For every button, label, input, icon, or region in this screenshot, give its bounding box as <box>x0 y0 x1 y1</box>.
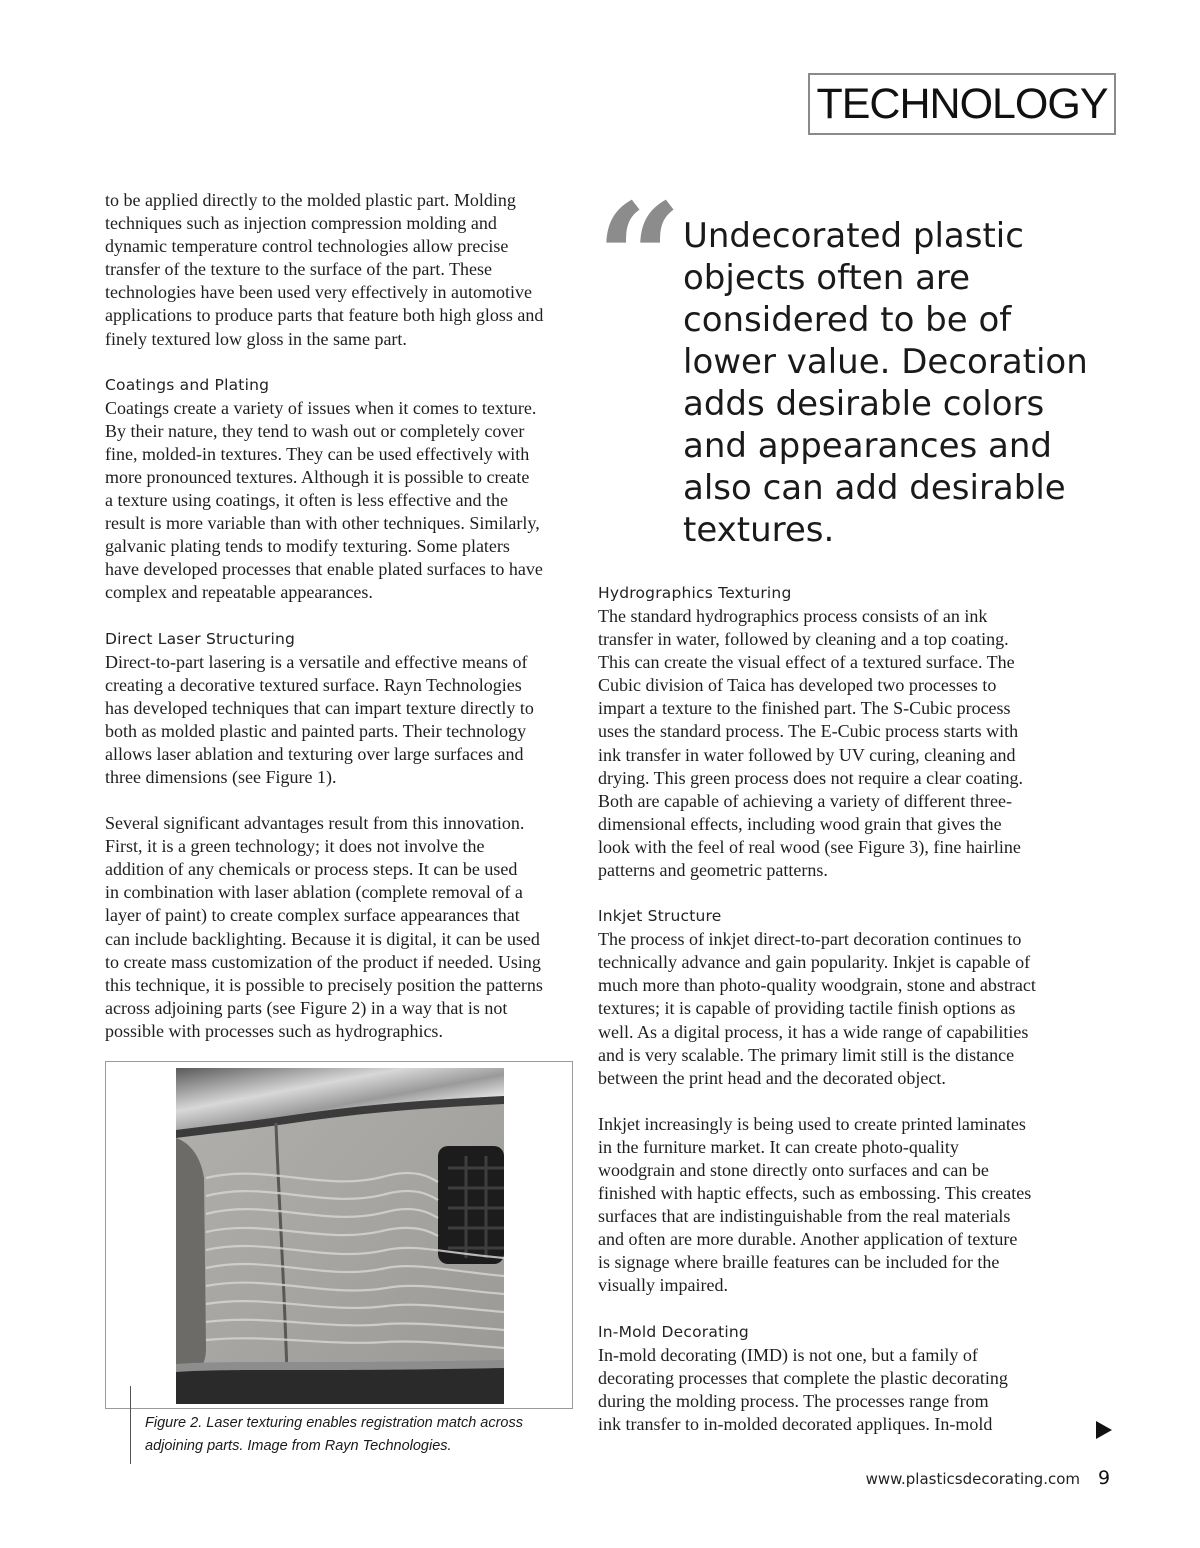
text-line: in the furniture market. It can create photo-quality <box>598 1136 959 1157</box>
text-line: The process of inkjet direct-to-part decoration continues to <box>598 929 1022 950</box>
text-line: surfaces that are indistinguishable from the real materials <box>598 1206 1011 1227</box>
figure-photo <box>176 1068 504 1404</box>
text-line: Coatings create a variety of issues when it comes to texture. <box>105 397 537 418</box>
text-line: Direct-to-part lasering is a versatile and effective means of <box>105 651 528 672</box>
text-line: between the print head and the decorated object. <box>598 1067 946 1088</box>
text-line: transfer of the texture to the surface of the part. These <box>105 259 492 280</box>
quote-line: also can add desirable <box>683 468 1066 508</box>
text-line: and often are more durable. Another application of texture <box>598 1229 1018 1250</box>
laser-paragraph <box>105 651 580 790</box>
text-line: galvanic plating tends to modify texturing. Some platers <box>105 536 510 557</box>
text-line: this technique, it is possible to precisely position the patterns <box>105 974 543 995</box>
text-line: technically advance and gain popularity. Inkjet is capable of <box>598 952 1031 973</box>
text-line: This can create the visual effect of a textured surface. The <box>598 652 1015 673</box>
quote-line: adds desirable colors <box>683 384 1045 424</box>
hydrographics-paragraph <box>598 605 1068 882</box>
text-line: allows laser ablation and texturing over large surfaces and <box>105 743 524 764</box>
text-line: layer of paint) to create complex surface appearances that <box>105 905 520 926</box>
text-line: First, it is a green technology; it does not involve the <box>105 836 485 857</box>
text-line: woodgrain and stone directly onto surfaces and can be <box>598 1159 989 1180</box>
inkjet-paragraph-2 <box>598 1113 1068 1298</box>
text-line: is signage where braille features can be included for the <box>598 1252 1000 1273</box>
text-line: dimensional effects, including wood grain that gives the <box>598 813 1002 834</box>
text-line: decorating processes that complete the plastic decorating <box>598 1367 1008 1388</box>
text-line: creating a decorative textured surface. Rayn Technologies <box>105 674 522 695</box>
left-column <box>105 189 580 1043</box>
text-line: Several significant advantages result from this innovation. <box>105 813 525 834</box>
caption-line: Figure 2. Laser texturing enables registration match across <box>145 1415 523 1431</box>
text-line: applications to produce parts that feature both high gloss and <box>105 305 544 326</box>
figure-caption <box>145 1412 575 1458</box>
text-line: techniques such as injection compression molding and <box>105 213 497 234</box>
quote-mark-icon: “ <box>596 171 683 347</box>
quote-line: and appearances and <box>683 426 1052 466</box>
text-line: uses the standard process. The E-Cubic process starts with <box>598 721 1019 742</box>
text-line: a texture using coatings, it often is less effective and the <box>105 490 509 511</box>
figure-frame <box>105 1061 573 1409</box>
text-line: more pronounced textures. Although it is possible to create <box>105 466 530 487</box>
quote-line: lower value. Decoration <box>683 342 1088 382</box>
text-line: finely textured low gloss in the same part. <box>105 328 407 349</box>
text-line: ink transfer in water followed by UV curing, cleaning and <box>598 744 1016 765</box>
text-line: can include backlighting. Because it is digital, it can be used <box>105 928 540 949</box>
in-mold-heading: In-Mold Decorating <box>598 1322 749 1341</box>
inkjet-paragraph <box>598 928 1068 1090</box>
quote-line: objects often are <box>683 258 971 298</box>
text-line: to create mass customization of the product if needed. Using <box>105 951 541 972</box>
text-line: Inkjet increasingly is being used to create printed laminates <box>598 1113 1026 1134</box>
text-line: three dimensions (see Figure 1). <box>105 766 337 787</box>
text-line: textures; it is capable of providing tactile finish options as <box>598 998 1016 1019</box>
quote-line: considered to be of <box>683 300 1012 340</box>
text-line: patterns and geometric patterns. <box>598 860 828 881</box>
caption-rule <box>130 1386 131 1464</box>
text-line: complex and repeatable appearances. <box>105 582 373 603</box>
text-line: look with the feel of real wood (see Figure 3), fine hairline <box>598 836 1021 857</box>
text-line: finished with haptic effects, such as embossing. This creates <box>598 1183 1032 1204</box>
pull-quote-text <box>683 215 1113 551</box>
text-line: have developed processes that enable plated surfaces to have <box>105 559 543 580</box>
text-line: possible with processes such as hydrographics. <box>105 1020 443 1041</box>
inkjet-heading: Inkjet Structure <box>598 907 722 926</box>
text-line: across adjoining parts (see Figure 2) in a way that is not <box>105 997 508 1018</box>
continue-arrow-icon <box>1096 1421 1112 1439</box>
text-line: addition of any chemicals or process steps. It can be used <box>105 859 518 880</box>
text-line: ink transfer to in-molded decorated appliques. In-mold <box>598 1413 993 1434</box>
coatings-heading: Coatings and Plating <box>105 375 270 394</box>
quote-line: textures. <box>683 510 835 550</box>
text-line: transfer in water, followed by cleaning and a top coating. <box>598 629 1009 650</box>
hydrographics-heading: Hydrographics Texturing <box>598 584 792 602</box>
text-line: impart a texture to the finished part. The S-Cubic process <box>598 698 1011 719</box>
quote-line: Undecorated plastic <box>683 216 1024 256</box>
footer-url: www.plasticsdecorating.com <box>865 1470 1080 1488</box>
text-line: fine, molded-in textures. They can be used effectively with <box>105 443 530 464</box>
text-line: during the molding process. The processes range from <box>598 1390 989 1411</box>
advantages-paragraph <box>105 812 580 1043</box>
intro-paragraph <box>105 189 580 351</box>
caption-line: adjoining parts. Image from Rayn Technologies. <box>145 1438 452 1454</box>
text-line: much more than photo-quality woodgrain, stone and abstract <box>598 975 1036 996</box>
text-line: In-mold decorating (IMD) is not one, but a family of <box>598 1344 978 1365</box>
text-line: technologies have been used very effectively in automotive <box>105 282 533 303</box>
page-number: 9 <box>1098 1467 1111 1489</box>
section-tag: TECHNOLOGY <box>808 73 1116 135</box>
in-mold-paragraph <box>598 1344 1068 1436</box>
text-line: to be applied directly to the molded plastic part. Molding <box>105 190 516 210</box>
text-line: well. As a digital process, it has a wide range of capabilities <box>598 1021 1029 1042</box>
text-line: dynamic temperature control technologies allow precise <box>105 236 509 257</box>
text-line: result is more variable than with other techniques. Similarly, <box>105 513 540 534</box>
text-line: has developed techniques that can impart texture directly to <box>105 697 534 718</box>
coatings-paragraph <box>105 397 580 605</box>
text-line: The standard hydrographics process consists of an ink <box>598 606 988 626</box>
text-line: and is very scalable. The primary limit still is the distance <box>598 1044 1015 1065</box>
laser-heading: Direct Laser Structuring <box>105 629 296 648</box>
right-column <box>598 582 1068 1436</box>
text-line: in combination with laser ablation (complete removal of a <box>105 882 523 903</box>
text-line: By their nature, they tend to wash out or completely cover <box>105 420 525 441</box>
text-line: Both are capable of achieving a variety of different three- <box>598 790 1012 811</box>
text-line: drying. This green process does not require a clear coating. <box>598 767 1024 788</box>
text-line: visually impaired. <box>598 1275 728 1296</box>
text-line: both as molded plastic and painted parts. Their technology <box>105 720 527 741</box>
text-line: Cubic division of Taica has developed two processes to <box>598 675 997 696</box>
